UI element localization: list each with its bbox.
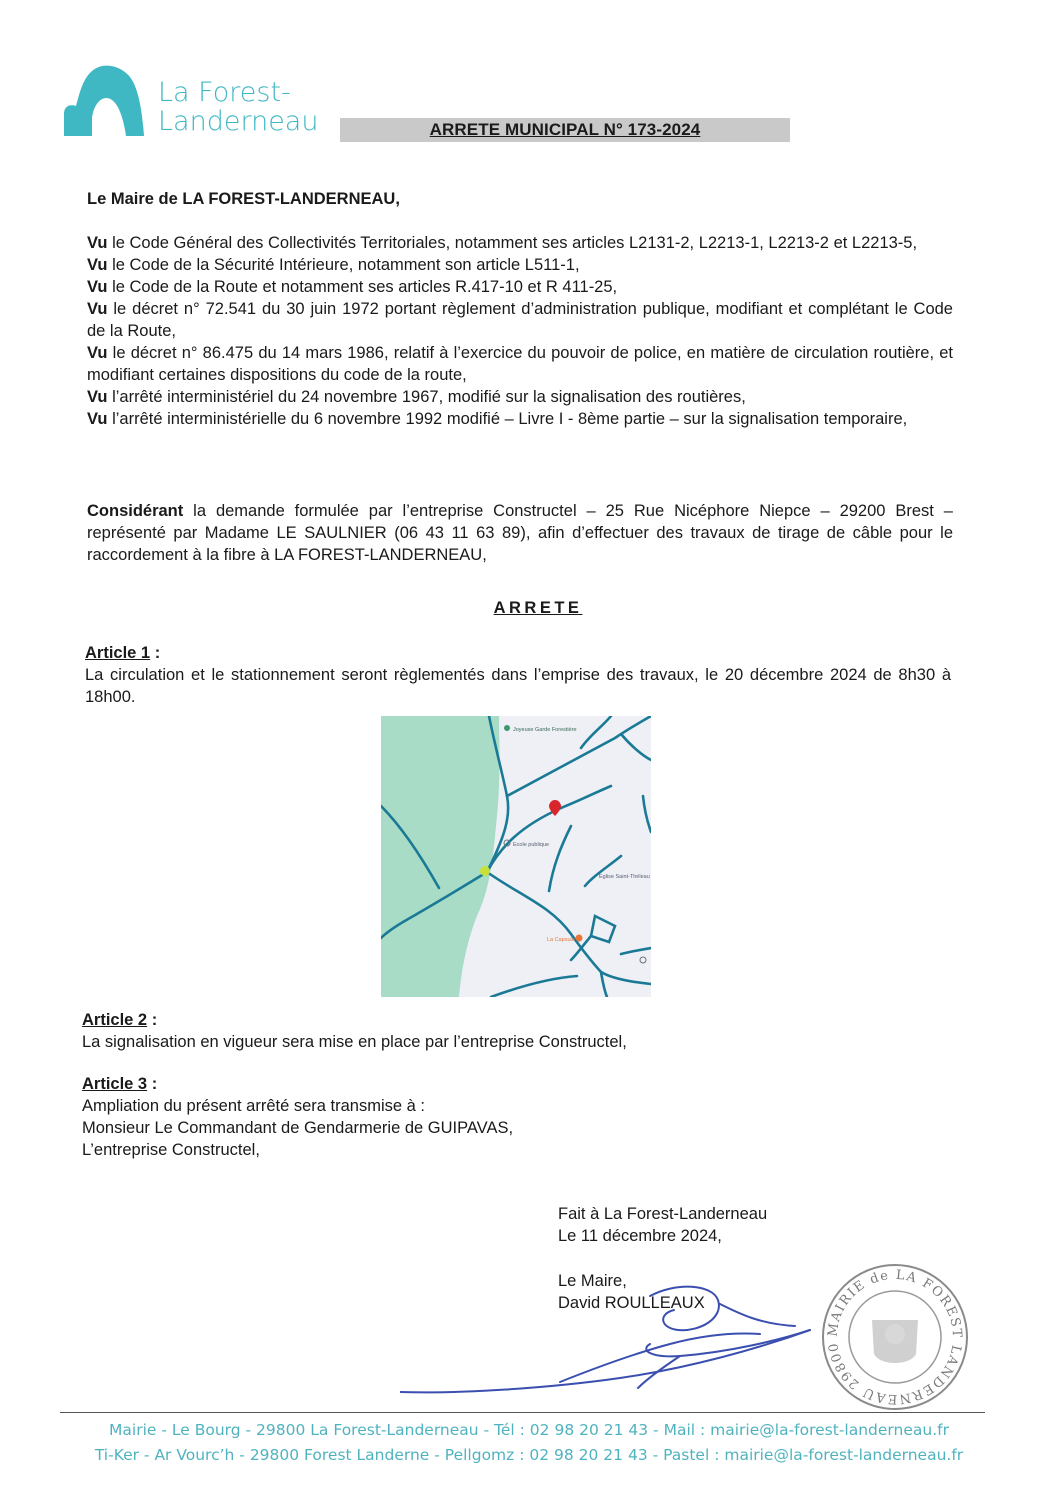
visa-item: Vu le Code de la Route et notamment ses articles R.417-10 et R 411-25, <box>87 278 618 296</box>
map-label-park: Joyeuse Garde Forestière <box>513 727 577 733</box>
map-label-capsule: La Capsule <box>547 937 575 943</box>
map-label-church: Eglise Saint-Théleau <box>599 874 650 880</box>
map-svg <box>381 716 651 997</box>
visa-item: Vu le décret n° 86.475 du 14 mars 1986, relatif à l’exercice du pouvoir de police, en matière de circulation routière, et modifiant certaines dispositions du code de la route, <box>87 344 953 384</box>
logo-line2: Landerneau <box>158 106 319 137</box>
signature-place: Fait à La Forest-Landerneau <box>558 1205 768 1223</box>
signatory-name: David ROULLEAUX <box>558 1294 705 1312</box>
work-zone-marker <box>480 866 490 876</box>
official-stamp <box>820 1262 970 1412</box>
stamp-emblem-icon <box>872 1320 918 1363</box>
visa-item: Vu le décret n° 72.541 du 30 juin 1972 portant règlement d’administration publique, modifiant et complétant le Code de la Route, <box>87 300 953 340</box>
recipient-line: L’entreprise Constructel, <box>82 1141 260 1159</box>
recipient-line: Ampliation du présent arrêté sera transmise à : <box>82 1097 425 1115</box>
recipient-line: Monsieur Le Commandant de Gendarmerie de GUIPAVAS, <box>82 1119 514 1137</box>
visa-item: Vu le Code Général des Collectivités Territoriales, notamment ses articles L2131-2, L2213-1, L2213-2 et L2213-5, <box>87 234 918 252</box>
location-map <box>381 716 651 997</box>
poi-restaurant-icon <box>576 935 583 942</box>
article2-text: La signalisation en vigueur sera mise en place par l’entreprise Constructel, <box>82 1033 627 1051</box>
stamp-text: MAIRIE de LA FOREST LANDERNEAU 29800 <box>825 1267 965 1407</box>
article3-title: Article 3 : <box>82 1075 158 1093</box>
logo-line1: La Forest- <box>158 77 291 108</box>
article2-title: Article 2 : <box>82 1011 158 1029</box>
intro-line: Le Maire de LA FOREST-LANDERNEAU, <box>87 190 400 208</box>
map-label-school: Ecole publique <box>513 842 550 848</box>
signatory-role: Le Maire, <box>558 1272 627 1290</box>
signature-date: Le 11 décembre 2024, <box>558 1227 722 1245</box>
footer-divider <box>60 1412 985 1413</box>
municipal-logo <box>62 62 319 142</box>
visa-item: Vu l’arrêté interministérielle du 6 novembre 1992 modifié – Livre I - 8ème partie – sur la signalisation temporaire, <box>87 410 908 428</box>
visa-item: Vu l’arrêté interministériel du 24 novembre 1967, modifié sur la signalisation des routières, <box>87 388 746 406</box>
document-title: ARRETE MUNICIPAL N° 173-2024 <box>429 120 701 139</box>
handwritten-signature <box>400 1270 820 1410</box>
poi-park-icon <box>504 725 510 731</box>
arch-logo-icon <box>62 62 152 138</box>
signature-place-date <box>558 1203 858 1247</box>
visas-block <box>87 232 953 430</box>
article1-text: La circulation et le stationnement seront règlementés dans l’emprise des travaux, le 20 décembre 2024 de 8h30 à 18h00. <box>85 666 951 706</box>
visa-item: Vu le Code de la Sécurité Intérieure, notamment son article L511-1, <box>87 256 580 274</box>
arrete-heading: ARRETE <box>493 599 583 617</box>
considerant-paragraph: Considérant la demande formulée par l’entreprise Constructel – 25 Rue Nicéphore Niepce – 29200 Brest – représenté par Madame LE SAULNIER (06 43 11 63 89), afin d’effectuer des travaux de tirage de câble pour le raccordement à la fibre à LA FOREST-LANDERNEAU, <box>87 502 953 564</box>
article1-title: Article 1 : <box>85 644 161 662</box>
footer-line-breton: Ti-Ker - Ar Vourc’h - 29800 Forest Landerne - Pellgomz : 02 98 20 21 43 - Pastel : mairie@la-forest-landerneau.fr <box>94 1446 964 1464</box>
footer-line-french: Mairie - Le Bourg - 29800 La Forest-Landerneau - Tél : 02 98 20 21 43 - Mail : mairie@la-forest-landerneau.fr <box>109 1421 949 1439</box>
article3-text <box>82 1095 952 1161</box>
